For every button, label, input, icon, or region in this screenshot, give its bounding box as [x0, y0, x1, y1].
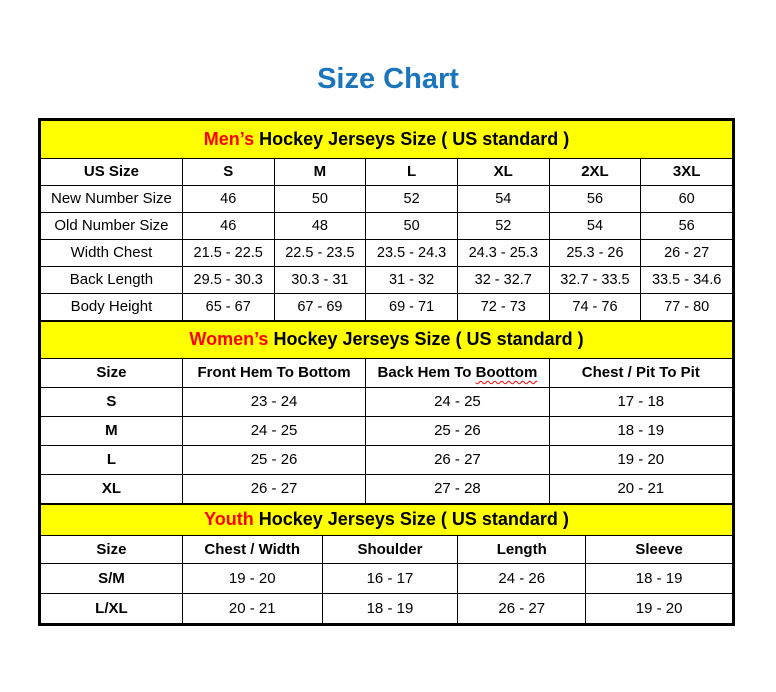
row-label: New Number Size: [41, 185, 183, 212]
value-cell: 74 - 76: [549, 293, 641, 320]
mens-size-table: [40, 121, 733, 321]
womens-table-row: [41, 474, 733, 503]
value-cell: 48: [274, 212, 366, 239]
womens-heading-accent: Women’s: [189, 329, 269, 349]
mens-table-row: [41, 266, 733, 293]
value-cell: 46: [182, 185, 274, 212]
value-cell: 25.3 - 26: [549, 239, 641, 266]
row-label: Old Number Size: [41, 212, 183, 239]
womens-col-header: Chest / Pit To Pit: [549, 358, 732, 387]
misspelled-word: Boottom: [475, 364, 538, 381]
mens-section-heading: Men’s Hockey Jerseys Size ( US standard ): [41, 121, 733, 158]
value-cell: 25 - 26: [182, 445, 365, 474]
size-chart-table: [38, 118, 735, 626]
youth-band-row: [41, 504, 733, 535]
value-cell: 18 - 19: [322, 593, 458, 623]
value-cell: 52: [366, 185, 458, 212]
womens-band-row: [41, 321, 733, 358]
value-cell: 52: [457, 212, 549, 239]
value-cell: 19 - 20: [549, 445, 732, 474]
youth-col-header: Shoulder: [322, 535, 458, 563]
value-cell: 17 - 18: [549, 387, 732, 416]
mens-col-header: S: [182, 158, 274, 185]
value-cell: 54: [549, 212, 641, 239]
value-cell: 19 - 20: [586, 593, 733, 623]
mens-heading-accent: Men’s: [203, 128, 255, 149]
womens-table-row: [41, 445, 733, 474]
mens-col-header: M: [274, 158, 366, 185]
value-cell: 24 - 25: [366, 387, 549, 416]
value-cell: 32.7 - 33.5: [549, 266, 641, 293]
youth-size-table: [40, 504, 733, 624]
mens-col-header: US Size: [41, 158, 183, 185]
value-cell: 27 - 28: [366, 474, 549, 503]
value-cell: 29.5 - 30.3: [182, 266, 274, 293]
youth-col-header: Chest / Width: [182, 535, 322, 563]
womens-table-row: [41, 416, 733, 445]
mens-band-row: [41, 121, 733, 158]
youth-table-row: [41, 593, 733, 623]
row-label: M: [41, 416, 183, 445]
value-cell: 33.5 - 34.6: [641, 266, 733, 293]
value-cell: 69 - 71: [366, 293, 458, 320]
value-cell: 60: [641, 185, 733, 212]
value-cell: 50: [366, 212, 458, 239]
row-label: Back Length: [41, 266, 183, 293]
value-cell: 23 - 24: [182, 387, 365, 416]
mens-table-row: [41, 212, 733, 239]
womens-col-header: Front Hem To Bottom: [182, 358, 365, 387]
mens-col-header: 3XL: [641, 158, 733, 185]
row-label: L: [41, 445, 183, 474]
value-cell: 24 - 26: [458, 563, 586, 593]
value-cell: 26 - 27: [641, 239, 733, 266]
page-title: Size Chart: [317, 63, 459, 95]
row-label: S: [41, 387, 183, 416]
value-cell: 54: [457, 185, 549, 212]
value-cell: 65 - 67: [182, 293, 274, 320]
youth-header-row: [41, 535, 733, 563]
youth-table-row: [41, 563, 733, 593]
womens-table-row: [41, 387, 733, 416]
youth-heading-accent: Youth: [204, 509, 254, 529]
mens-col-header: 2XL: [549, 158, 641, 185]
value-cell: 50: [274, 185, 366, 212]
value-cell: 20 - 21: [549, 474, 732, 503]
value-cell: 26 - 27: [182, 474, 365, 503]
value-cell: 21.5 - 22.5: [182, 239, 274, 266]
value-cell: 19 - 20: [182, 563, 322, 593]
value-cell: 26 - 27: [366, 445, 549, 474]
womens-col-header: Size: [41, 358, 183, 387]
row-label: Width Chest: [41, 239, 183, 266]
mens-table-row: [41, 293, 733, 320]
value-cell: 30.3 - 31: [274, 266, 366, 293]
mens-col-header: XL: [457, 158, 549, 185]
value-cell: 77 - 80: [641, 293, 733, 320]
womens-header-row: [41, 358, 733, 387]
value-cell: 67 - 69: [274, 293, 366, 320]
value-cell: 46: [182, 212, 274, 239]
value-cell: 16 - 17: [322, 563, 458, 593]
womens-col-header: Back Hem To Boottom: [366, 358, 549, 387]
value-cell: 24 - 25: [182, 416, 365, 445]
mens-table-row: [41, 239, 733, 266]
value-cell: 20 - 21: [182, 593, 322, 623]
womens-size-table: [40, 321, 733, 504]
value-cell: 32 - 32.7: [457, 266, 549, 293]
value-cell: 25 - 26: [366, 416, 549, 445]
value-cell: 18 - 19: [549, 416, 732, 445]
value-cell: 26 - 27: [458, 593, 586, 623]
womens-section-heading: Women’s Hockey Jerseys Size ( US standard ): [41, 321, 733, 358]
value-cell: 22.5 - 23.5: [274, 239, 366, 266]
mens-header-row: [41, 158, 733, 185]
youth-col-header: Sleeve: [586, 535, 733, 563]
row-label: XL: [41, 474, 183, 503]
value-cell: 31 - 32: [366, 266, 458, 293]
value-cell: 56: [549, 185, 641, 212]
mens-col-header: L: [366, 158, 458, 185]
youth-section-heading: Youth Hockey Jerseys Size ( US standard ): [41, 504, 733, 535]
value-cell: 56: [641, 212, 733, 239]
row-label: S/M: [41, 563, 183, 593]
value-cell: 18 - 19: [586, 563, 733, 593]
row-label: Body Height: [41, 293, 183, 320]
youth-col-header: Size: [41, 535, 183, 563]
mens-table-row: [41, 185, 733, 212]
row-label: L/XL: [41, 593, 183, 623]
value-cell: 72 - 73: [457, 293, 549, 320]
youth-col-header: Length: [458, 535, 586, 563]
value-cell: 24.3 - 25.3: [457, 239, 549, 266]
value-cell: 23.5 - 24.3: [366, 239, 458, 266]
